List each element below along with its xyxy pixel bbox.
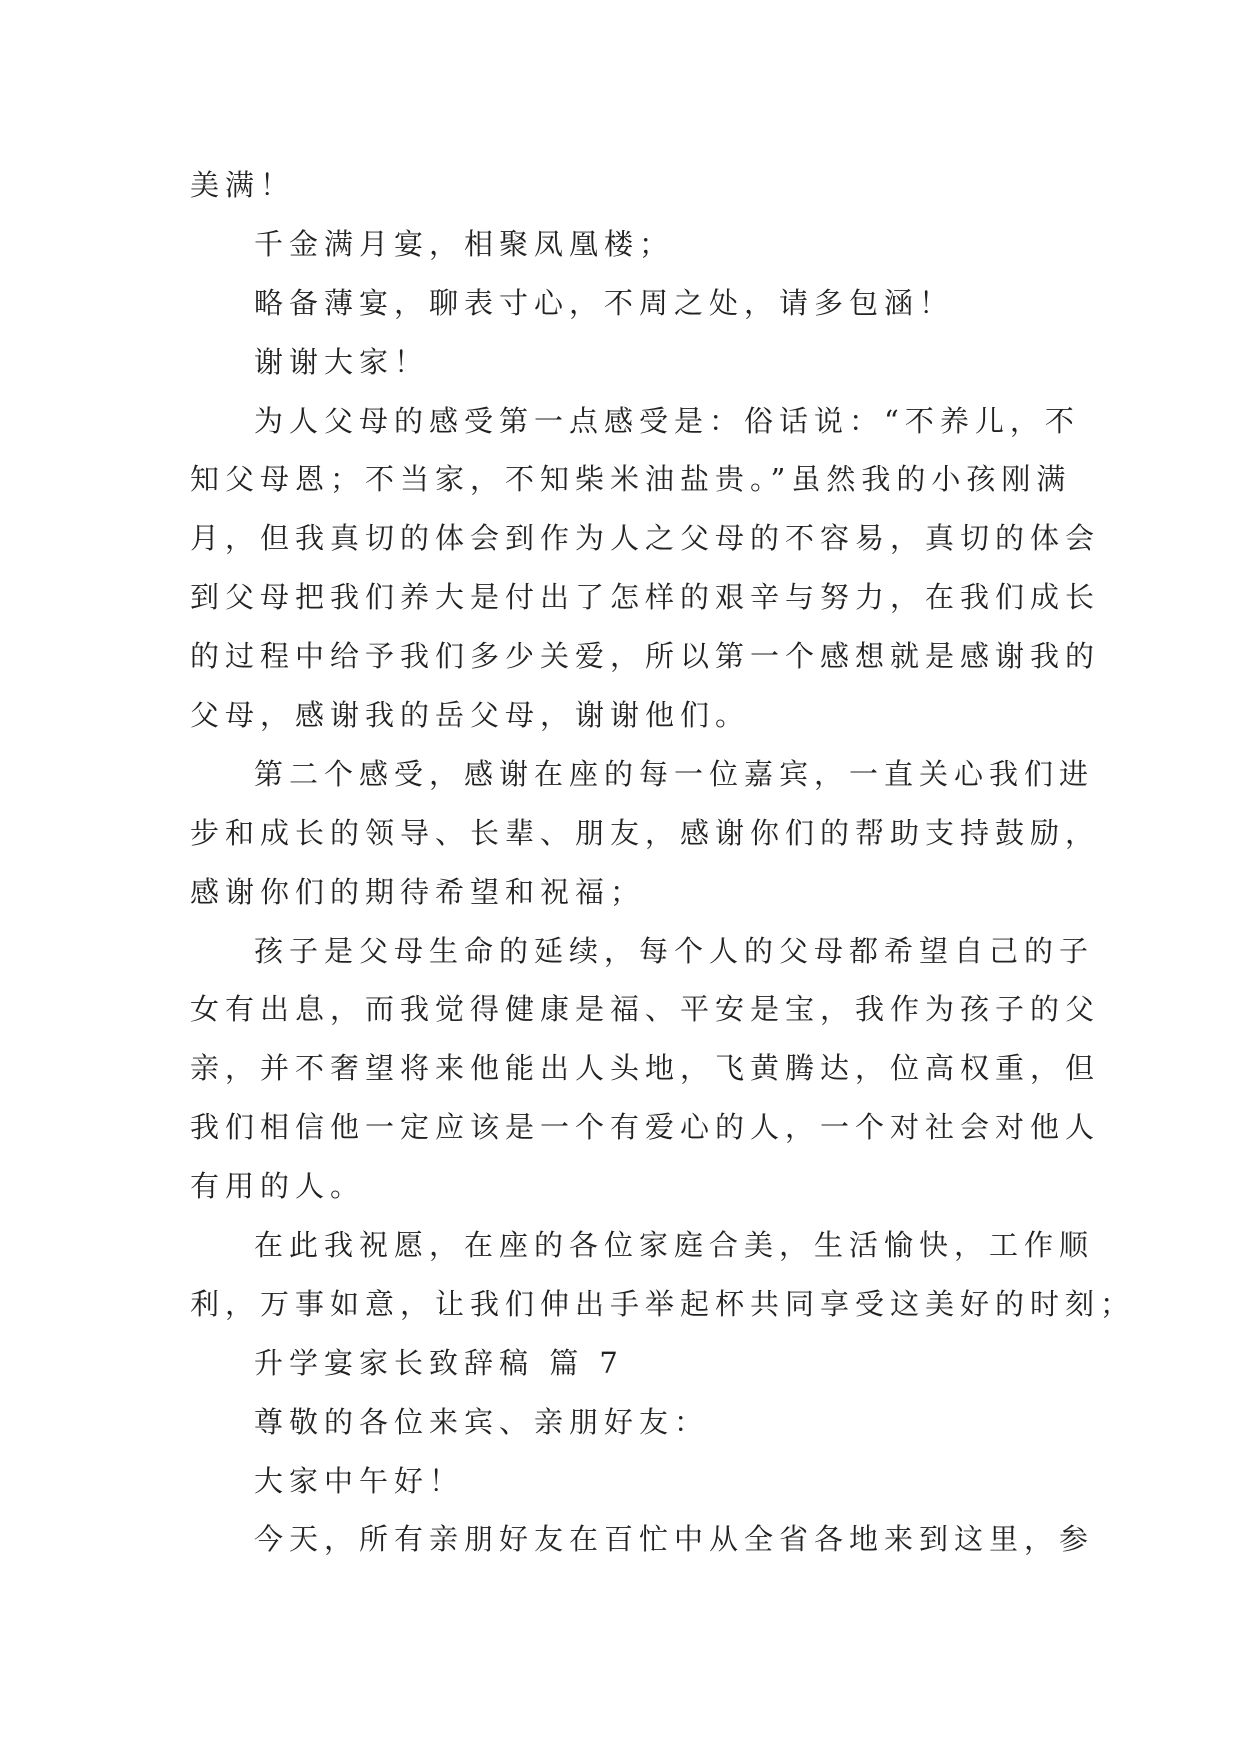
salutation-line: 尊敬的各位来宾、亲朋好友： (254, 1404, 710, 1439)
text-line: 我们相信他一定应该是一个有爱心的人，一个对社会对他人 (190, 1110, 1101, 1145)
text-line: 父母，感谢我的岳父母，谢谢他们。 (190, 698, 751, 733)
text-line: 亲，并不奢望将来他能出人头地，飞黄腾达，位高权重，但 (190, 1051, 1101, 1086)
paragraph-start-line: 今天，所有亲朋好友在百忙中从全省各地来到这里，参 (254, 1522, 1095, 1557)
document-body (190, 156, 1136, 1569)
text-line: 利，万事如意，让我们伸出手举起杯共同享受这美好的时刻； (190, 1286, 1136, 1321)
text-line: 月，但我真切的体会到作为人之父母的不容易，真切的体会 (190, 521, 1101, 556)
text-line: 千金满月宴，相聚凤凰楼； (254, 226, 675, 261)
text-line: 步和成长的领导、长辈、朋友，感谢你们的帮助支持鼓励， (190, 815, 1101, 850)
paragraph-start-line: 第二个感受，感谢在座的每一位嘉宾，一直关心我们进 (254, 756, 1095, 791)
text-line: 有用的人。 (190, 1169, 366, 1204)
greeting-line: 大家中午好！ (254, 1463, 465, 1498)
text-line: 略备薄宴，聊表寸心，不周之处，请多包涵！ (254, 285, 955, 320)
section-heading: 升学宴家长致辞稿 篇 7 (254, 1345, 624, 1380)
paragraph-start-line: 孩子是父母生命的延续，每个人的父母都希望自己的子 (254, 933, 1095, 968)
text-line: 女有出息，而我觉得健康是福、平安是宝，我作为孩子的父 (190, 992, 1101, 1027)
text-line: 的过程中给予我们多少关爱，所以第一个感想就是感谢我的 (190, 639, 1101, 674)
paragraph-start-line: 在此我祝愿，在座的各位家庭合美，生活愉快，工作顺 (254, 1228, 1095, 1263)
text-line: 谢谢大家！ (254, 344, 430, 379)
text-line: 美满！ (190, 168, 296, 202)
text-line: 到父母把我们养大是付出了怎样的艰辛与努力，在我们成长 (190, 580, 1101, 615)
text-line: 知父母恩；不当家，不知柴米油盐贵。”虽然我的小孩刚满 (190, 462, 1072, 497)
paragraph-start-line: 为人父母的感受第一点感受是：俗话说：“不养儿，不 (254, 403, 1080, 438)
text-line: 感谢你们的期待希望和祝福； (190, 874, 646, 909)
